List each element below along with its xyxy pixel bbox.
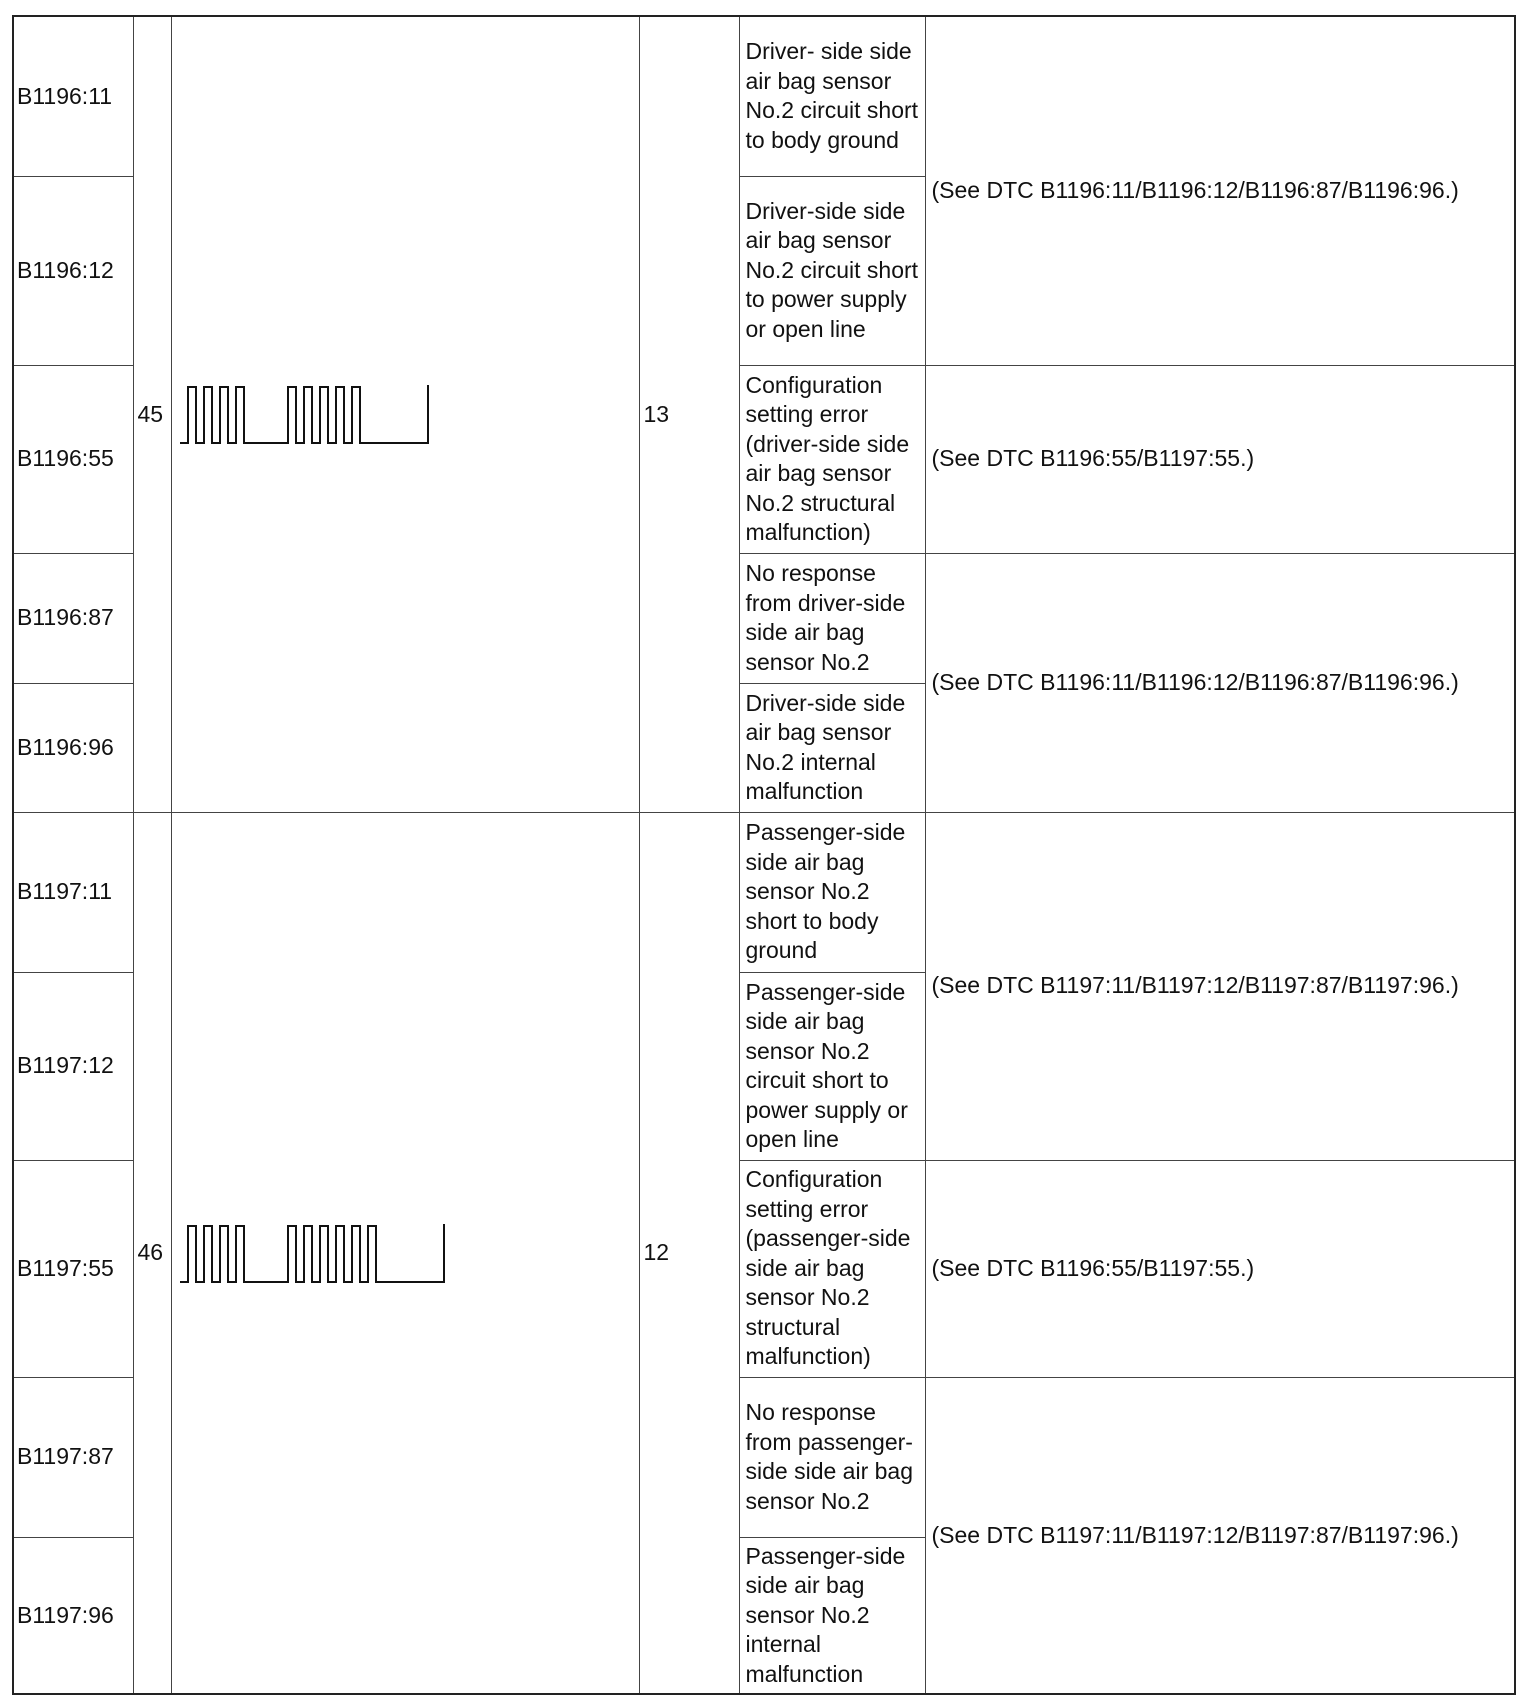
- dtc-code: B1196:87: [13, 553, 133, 683]
- dtc-description: Driver-side side air bag sensor No.2 circuit short to power supply or open line: [739, 176, 925, 365]
- dtc-code: B1197:12: [13, 972, 133, 1160]
- flash-count: 13: [639, 16, 739, 812]
- flash-count: 12: [639, 812, 739, 1694]
- dtc-code: B1197:11: [13, 812, 133, 972]
- flash-pattern-cell: [171, 16, 639, 812]
- dtc-code: B1196:55: [13, 365, 133, 553]
- dtc-description: No response from passenger-side side air bag sensor No.2: [739, 1377, 925, 1537]
- dtc-table: [12, 15, 1516, 1695]
- dtc-description: Driver- side side air bag sensor No.2 circuit short to body ground: [739, 16, 925, 176]
- dtc-description: Passenger-side side air bag sensor No.2 internal malfunction: [739, 1537, 925, 1694]
- dtc-description: Configuration setting error (driver-side side air bag sensor No.2 structural malfunction): [739, 365, 925, 553]
- group-number: 45: [133, 16, 171, 812]
- dtc-description: Configuration setting error (passenger-side side air bag sensor No.2 structural malfunction): [739, 1160, 925, 1377]
- dtc-code: B1196:96: [13, 683, 133, 812]
- dtc-description: Driver-side side air bag sensor No.2 internal malfunction: [739, 683, 925, 812]
- see-dtc-reference: (See DTC B1196:55/B1197:55.): [925, 1160, 1515, 1377]
- see-dtc-reference: (See DTC B1196:55/B1197:55.): [925, 365, 1515, 553]
- see-dtc-reference: (See DTC B1197:11/B1197:12/B1197:87/B1197:96.): [925, 812, 1515, 1160]
- dtc-code: B1197:96: [13, 1537, 133, 1694]
- see-dtc-reference: (See DTC B1196:11/B1196:12/B1196:87/B1196:96.): [925, 16, 1515, 365]
- flash-pattern-waveform: [178, 1220, 618, 1300]
- dtc-code: B1196:12: [13, 176, 133, 365]
- flash-pulse-trace: [180, 385, 428, 443]
- dtc-code: B1197:55: [13, 1160, 133, 1377]
- dtc-description: No response from driver-side side air bag sensor No.2: [739, 553, 925, 683]
- table-row: [13, 812, 1515, 972]
- dtc-code: B1196:11: [13, 16, 133, 176]
- flash-pattern-waveform: [178, 381, 618, 461]
- dtc-description: Passenger-side side air bag sensor No.2 short to body ground: [739, 812, 925, 972]
- see-dtc-reference: (See DTC B1196:11/B1196:12/B1196:87/B1196:96.): [925, 553, 1515, 812]
- see-dtc-reference: (See DTC B1197:11/B1197:12/B1197:87/B1197:96.): [925, 1377, 1515, 1694]
- dtc-code: B1197:87: [13, 1377, 133, 1537]
- flash-pulse-trace: [180, 1224, 444, 1282]
- table-row: [13, 16, 1515, 176]
- flash-pattern-cell: [171, 812, 639, 1694]
- dtc-description: Passenger-side side air bag sensor No.2 circuit short to power supply or open line: [739, 972, 925, 1160]
- group-number: 46: [133, 812, 171, 1694]
